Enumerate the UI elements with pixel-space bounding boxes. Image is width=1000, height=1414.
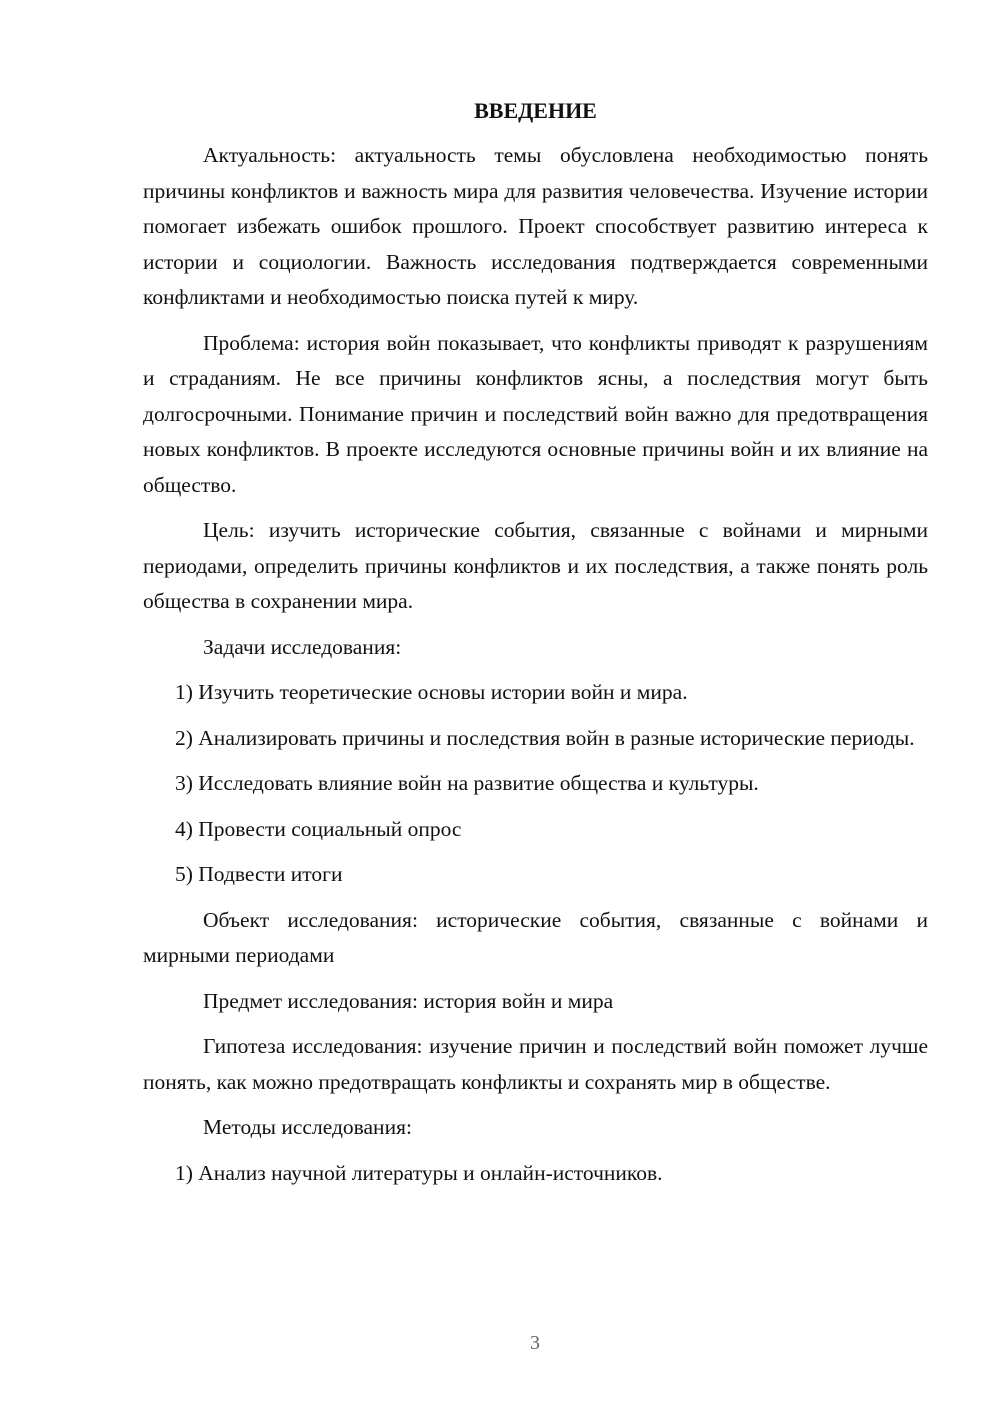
page-title: ВВЕДЕНИЕ	[474, 98, 597, 123]
tasks-heading: Задачи исследования:	[203, 634, 402, 659]
problem-paragraph: Проблема: история войн показывает, что конфликты приводят к разрушениям и страданиям. Не все причины конфликтов ясны, а последствия могут быть долгосрочными. Понимание причин и последствий войн важно для предотвращения новых конфликтов. В проекте исследуются основные причины войн и их влияние на общество.	[143, 330, 928, 497]
subject-paragraph: Предмет исследования: история войн и мира	[203, 988, 614, 1013]
object-paragraph: Объект исследования: исторические события, связанные с войнами и мирными периодами	[143, 907, 928, 967]
relevance-paragraph: Актуальность: актуальность темы обусловлена необходимостью понять причины конфликтов и важность мира для развития человечества. Изучение истории помогает избежать ошибок прошлого. Проект способствует развитию интереса к истории и социологии. Важность исследования подтверждается современными конфликтами и необходимостью поиска путей к миру.	[143, 143, 928, 309]
methods-heading: Методы исследования:	[203, 1115, 412, 1139]
hypothesis-paragraph: Гипотеза исследования: изучение причин и последствий войн поможет лучше понять, как можно предотвращать конфликты и сохранять мир в обществе.	[143, 1034, 928, 1094]
task-item-2: 2) Анализировать причины и последствия войн в разные исторические периоды.	[175, 725, 915, 750]
goal-paragraph: Цель: изучить исторические события, связанные с войнами и мирными периодами, определить причины конфликтов и их последствия, а также понять роль общества в сохранении мира.	[143, 518, 928, 613]
task-item-5: 5) Подвести итоги	[175, 862, 343, 886]
page-number: 3	[530, 1332, 540, 1354]
document-page	[143, 96, 928, 1201]
task-item-1: 1) Изучить теоретические основы истории войн и мира.	[175, 680, 688, 704]
task-item-3: 3) Исследовать влияние войн на развитие общества и культуры.	[175, 771, 759, 795]
task-item-4: 4) Провести социальный опрос	[175, 816, 462, 841]
method-item-1: 1) Анализ научной литературы и онлайн-источников.	[175, 1160, 663, 1185]
